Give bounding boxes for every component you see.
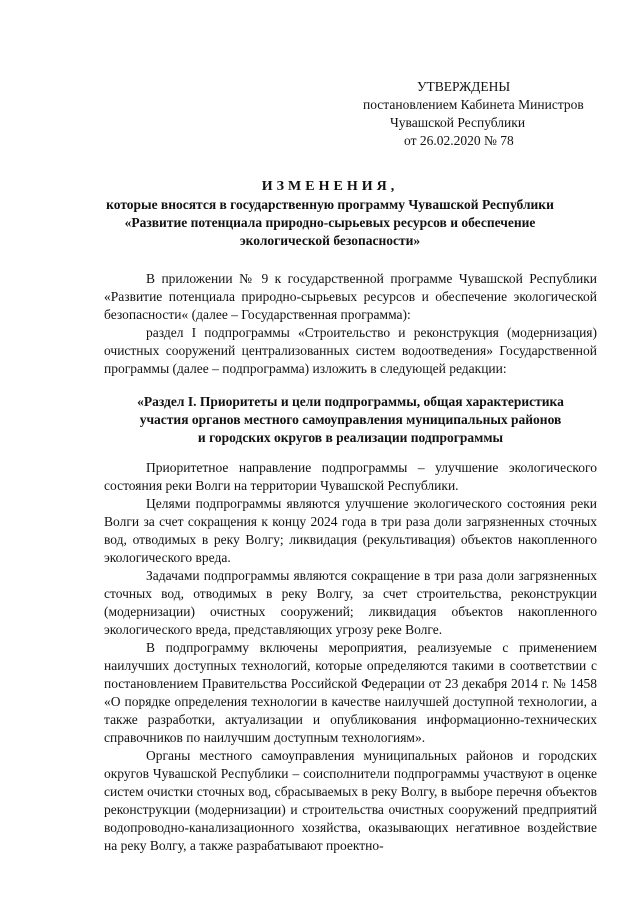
section-heading [104,393,597,447]
approval-republic: Чувашской Республики [390,115,526,130]
title-line-4: экологической безопасности» [239,233,421,248]
title-line-3: «Развитие потенциала природно-сырьевых ресурсов и обеспечение [124,215,536,230]
document-title [90,178,570,250]
intro-paragraph-1: В приложении № 9 к государственной программе Чувашской Республики «Развитие потенциала природно-сырьевых ресурсов и обеспечение экологической безопасности« (далее – Государственная программа): [104,271,597,322]
section-heading-line-1: «Раздел I. Приоритеты и цели подпрограммы, общая характеристика [137,394,564,409]
main-paragraph-4: В подпрограмму включены мероприятия, реализуемые с применением наилучших доступных технологий, которые определяются такими в соответствии с постановлением Правительства Российской Федерации от 23 декабря 2014 г. № 1458 «О порядке определения технологии в качестве наилучшей доступной технологии, а также разработки, актуализации и опубликования информационно-технических справочников по наилучшим доступным технологиям». [104,640,597,745]
approval-authority: постановлением Кабинета Министров [363,97,584,112]
title-main: ИЗМЕНЕНИЯ, [261,179,399,194]
main-paragraph-2: Целями подпрограммы являются улучшение экологического состояния реки Волги за счет сокращения к концу 2024 года в три раза доли загрязненных сточных вод, отводимых в реку Волгу; ликвидация (рекультивация) объектов накопленного экологического вреда. [104,496,597,565]
main-paragraph-5: Органы местного самоуправления муниципальных районов и городских округов Чувашской Республики – соисполнители подпрограммы участвуют в оценке систем очистки сточных вод, сбрасываемых в реку Волгу, в выборе перечня объектов реконструкции (модернизации) и строительства очистных сооружений предприятий водопроводно-канализационного хозяйства, оказывающих негативное воздействие на реку Волгу, а также разрабатывают проектно- [104,748,597,853]
main-paragraph-3: Задачами подпрограммы являются сокращение в три раза доли загрязненных сточных вод, отводимых в реку Волгу, за счет строительства, реконструкции (модернизации) очистных сооружений; ликвидация объектов накопленного экологического вреда, представляющих угрозу реке Волге. [104,568,597,637]
title-line-2: которые вносятся в государственную программу Чувашской Республики [106,197,554,212]
approval-stamp [340,78,630,150]
main-text [104,459,597,855]
section-heading-line-3: и городских округов в реализации подпрограммы [197,430,504,445]
intro-paragraph-2: раздел I подпрограммы «Строительство и реконструкция (модернизация) очистных сооружений централизованных систем водоотведения» Государственной программы (далее – подпрограмма) изложить в следующей редакции: [104,325,597,376]
approval-heading: УТВЕРЖДЕНЫ [417,79,511,94]
section-heading-line-2: участия органов местного самоуправления муниципальных районов [139,412,562,427]
main-paragraph-1: Приоритетное направление подпрограммы – улучшение экологического состояния реки Волги на территории Чувашской Республики. [104,460,597,493]
approval-date-number: от 26.02.2020 № 78 [404,133,514,148]
intro-text [104,270,597,378]
